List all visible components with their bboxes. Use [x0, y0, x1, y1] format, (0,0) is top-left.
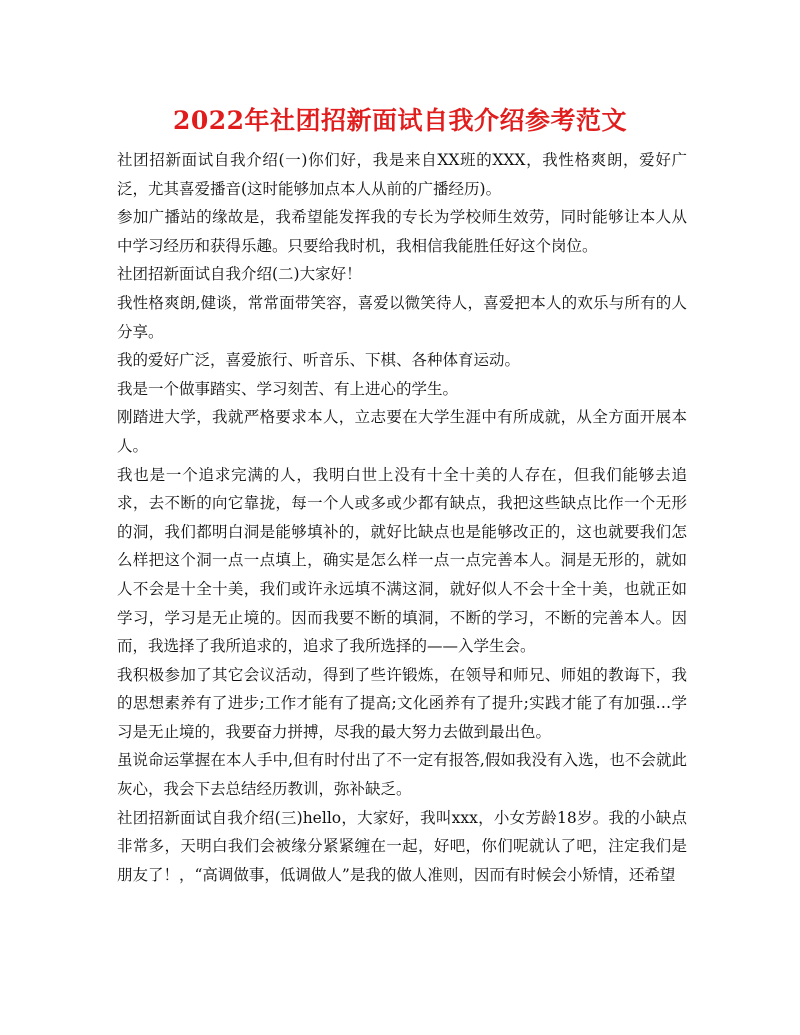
- document-title: 2022年社团招新面试自我介绍参考范文: [172, 106, 628, 135]
- paragraph-intro-three: 社团招新面试自我介绍(三)hello，大家好，我叫xxx，小女芳龄18岁。我的小缺点非常多，天明白我们会被缘分紧紧缠在一起，好吧，你们呢就认了吧，注定我们是朋友了！，“高调做事，低调做人”是我的做人准则，因而有时候会小矫情，还希望: [117, 808, 687, 884]
- paragraph-intro-one: 社团招新面试自我介绍(一)你们好，我是来自XX班的XXX，我性格爽朗，爱好广泛，尤其喜爱播音(这时能够加点本人从前的广播经历)。: [117, 151, 687, 198]
- paragraph-intro-two-heading: 社团招新面试自我介绍(二)大家好！: [117, 265, 362, 284]
- paragraph-reason: 参加广播站的缘故是，我希望能发挥我的专长为学校师生效劳，同时能够让本人从中学习经历和获得乐趣。只要给我时机，我相信我能胜任好这个岗位。: [117, 208, 687, 255]
- paragraph-destiny: 虽说命运掌握在本人手中,但有时付出了不一定有报答,假如我没有入选，也不会就此灰心，我会下去总结经历教训，弥补缺乏。: [117, 751, 687, 799]
- document-body: [117, 146, 687, 889]
- paragraph-hobbies: 我的爱好广泛，喜爱旅行、听音乐、下棋、各种体育运动。: [117, 351, 521, 370]
- paragraph-activities: 我积极参加了其它会议活动，得到了些许锻炼，在领导和师兄、师姐的教诲下，我的思想素养有了进步;工作才能有了提高;文化函养有了提升;实践才能了有加强…学习是无止境的，我要奋力拼搏，尽我的最大努力去做到最出色。: [117, 665, 687, 741]
- paragraph-character: 我是一个做事踏实、学习刻苦、有上进心的学生。: [117, 379, 459, 398]
- paragraph-perfection: 我也是一个追求完满的人，我明白世上没有十全十美的人存在，但我们能够去追求，去不断的向它靠拢，每一个人或多或少都有缺点，我把这些缺点比作一个无形的洞，我们都明白洞是能够填补的，就好比缺点也是能够改正的，这也就要我们怎么样把这个洞一点一点填上，确实是怎么样一点一点完善本人。洞是无形的，就如人不会是十全十美，我们或许永远填不满这洞，就好似人不会十全十美，也就正如学习，学习是无止境的。因而我要不断的填洞，不断的学习，不断的完善本人。因而，我选择了我所追求的，追求了我所选择的——入学生会。: [117, 465, 687, 656]
- paragraph-personality: 我性格爽朗,健谈，常常面带笑容，喜爱以微笑待人，喜爱把本人的欢乐与所有的人分享。: [117, 293, 687, 341]
- paragraph-university: 刚踏进大学，我就严格要求本人，立志要在大学生涯中有所成就，从全方面开展本人。: [117, 408, 687, 455]
